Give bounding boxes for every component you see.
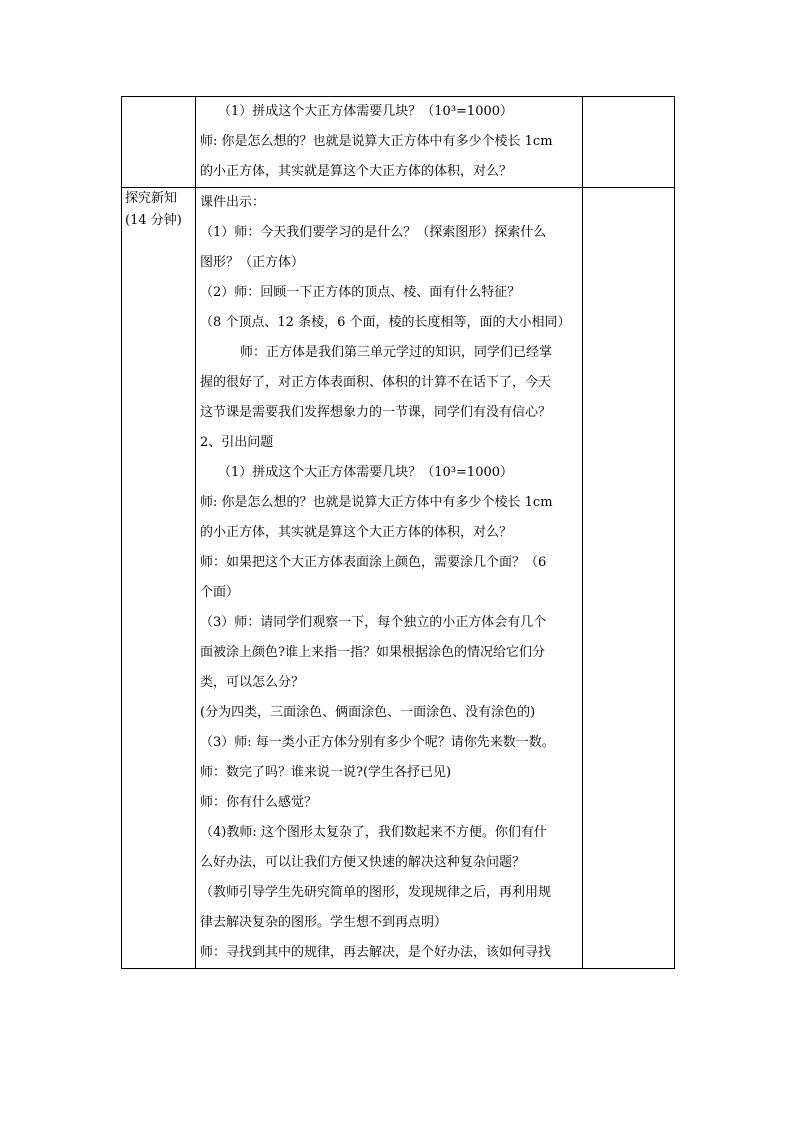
stage-duration: (14 分钟): [125, 213, 182, 228]
content-cell: [196, 188, 583, 969]
content-line: 图形？（正方体）: [200, 255, 305, 270]
content-line: 的小正方体，其实就是算这个大正方体的体积，对么？: [200, 164, 513, 179]
content-line: （1）拼成这个大正方体需要几块？（10³=1000）: [218, 104, 514, 119]
content-line: 握的很好了，对正方体表面积、体积的计算不在话下了，今天: [200, 375, 552, 390]
stage-cell: [122, 97, 196, 188]
content-line: 这节课是需要我们发挥想象力的一节课，同学们有没有信心？: [200, 405, 552, 420]
content-line: 师：正方体是我们第三单元学过的知识，同学们已经掌: [240, 345, 553, 360]
content-line: 律去解决复杂的图形。学生想不到再点明）: [200, 915, 448, 930]
notes-cell: [583, 188, 675, 969]
content-line: 课件出示：: [200, 195, 266, 210]
content-line: （3）师：请同学们观察一下，每个独立的小正方体会有几个: [200, 615, 547, 630]
content-line: （1）师：今天我们要学习的是什么？（探索图形）探索什么: [200, 225, 547, 240]
notes-cell: [583, 97, 675, 188]
content-cell: [196, 97, 583, 188]
content-line: 2、引出问题: [200, 435, 274, 450]
content-line: （8 个顶点、12 条棱，6 个面，棱的长度相等，面的大小相同）: [200, 315, 571, 330]
content-line: （1）拼成这个大正方体需要几块？（10³=1000）: [218, 465, 514, 480]
table-row: [122, 188, 675, 969]
content-line: （2）师：回顾一下正方体的顶点、棱、面有什么特征？: [200, 285, 521, 300]
stage-cell: [122, 188, 196, 969]
content-line: 师：数完了吗？谁来说一说?(学生各抒已见): [200, 765, 452, 780]
content-line: 面被涂上颜色?谁上来指一指？如果根据涂色的情况给它们分: [200, 645, 545, 660]
content-line: 类，可以怎么分？: [200, 675, 305, 690]
content-line: （4)教师: 这个图形太复杂了，我们数起来不方便。你们有什: [200, 825, 547, 840]
content-line: 么好办法，可以让我们方便又快速的解决这种复杂问题？: [200, 855, 526, 870]
content-line: (分为四类，三面涂色、俩面涂色、一面涂色、没有涂色的): [200, 705, 536, 720]
content-line: 师：寻找到其中的规律，再去解决，是个好办法，该如何寻找: [200, 945, 552, 960]
table-row: [122, 97, 675, 188]
content-line: 师: 你是怎么想的？也就是说算大正方体中有多少个棱长 1cm: [200, 495, 553, 510]
content-line: （3）师: 每一类小正方体分别有多少个呢？请你先来数一数。: [200, 735, 555, 750]
lesson-plan-table: [121, 96, 675, 969]
content-line: 师: 你是怎么想的？也就是说算大正方体中有多少个棱长 1cm: [200, 134, 553, 149]
content-line: 师：你有什么感觉？: [200, 795, 318, 810]
stage-label: 探究新知: [125, 191, 178, 206]
content-line: 师：如果把这个大正方体表面涂上颜色，需要涂几个面？（6: [200, 555, 547, 570]
content-line: 个面）: [200, 585, 240, 600]
content-line: （教师引导学生先研究简单的图形，发现规律之后，再利用规: [200, 885, 552, 900]
content-line: 的小正方体，其实就是算这个大正方体的体积，对么？: [200, 525, 513, 540]
